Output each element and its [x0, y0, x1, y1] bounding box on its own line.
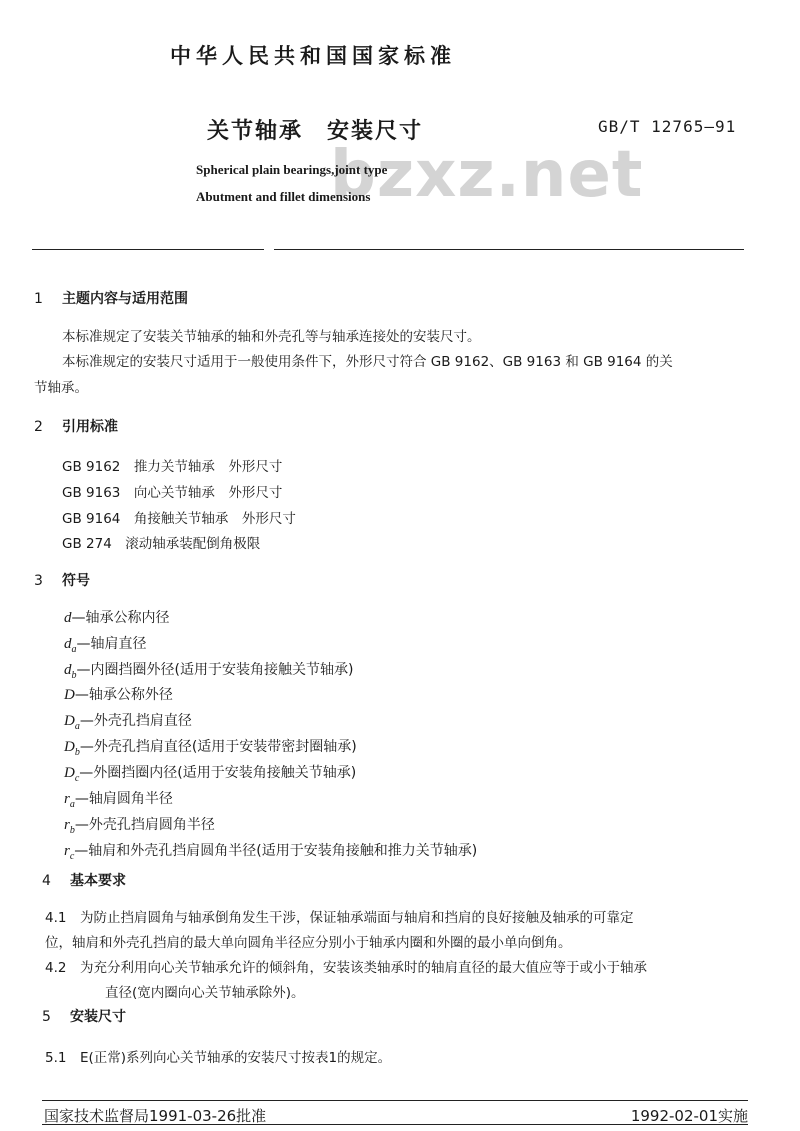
- section-2-heading: [34, 416, 118, 436]
- watermark: bzxz.net: [330, 138, 644, 212]
- symbol-definition: [64, 633, 147, 655]
- symbol-subscript: b: [71, 669, 77, 681]
- symbol-subscript: c: [74, 772, 80, 784]
- english-title-line-1: Spherical plain bearings,joint type: [196, 162, 388, 177]
- standard-number: GB/T 12765—91: [598, 117, 737, 136]
- section-number: 4: [42, 873, 51, 889]
- symbol-description: —轴肩圆角半径: [74, 791, 173, 807]
- symbol-description: —轴肩和外壳孔挡肩圆角半径(适用于安装角接触和推力关节轴承): [74, 843, 478, 859]
- header-rule-left: [32, 249, 264, 250]
- clause-4-2-line-2: 直径(宽内圈向心关节轴承除外)。: [105, 985, 305, 1001]
- section-title: 安装尺寸: [70, 1009, 126, 1025]
- symbol-description: —外壳孔挡肩直径(适用于安装带密封圈轴承): [79, 739, 357, 755]
- section-1-paragraph-2-line-2: 节轴承。: [34, 380, 88, 396]
- section-1-paragraph-1: 本标准规定了安装关节轴承的轴和外壳孔等与轴承连接处的安装尺寸。: [62, 329, 481, 345]
- document-title: 关节轴承 安装尺寸: [207, 119, 424, 144]
- clause-5-1: 5.1 E(正常)系列向心关节轴承的安装尺寸按表1的规定。: [45, 1050, 392, 1066]
- clause-4-1-line-1: 4.1 为防止挡肩圆角与轴承倒角发生干涉，保证轴承端面与轴肩和挡肩的良好接触及轴承的可靠定: [45, 910, 634, 926]
- symbol: D: [64, 687, 75, 703]
- symbol-description: —外壳孔挡肩圆角半径: [74, 817, 215, 833]
- reference-standard-item: GB 9164 角接触关节轴承 外形尺寸: [62, 511, 296, 527]
- symbol-definition: [64, 840, 477, 862]
- clause-4-1-line-2: 位，轴肩和外壳孔挡肩的最大单向圆角半径应分别小于轴承内圈和外圈的最小单向倒角。: [45, 935, 572, 951]
- section-3-heading: [34, 570, 90, 590]
- section-1-paragraph-2-line-1: 本标准规定的安装尺寸适用于一般使用条件下，外形尺寸符合 GB 9162、GB 9163 和 GB 9164 的关: [62, 354, 673, 370]
- symbol-subscript: b: [74, 746, 80, 758]
- symbol: d: [64, 610, 72, 626]
- symbol-definition: [64, 736, 357, 758]
- symbol-definition: [64, 684, 173, 706]
- symbol-definition: [64, 710, 192, 732]
- symbol-description: —轴承公称内径: [71, 610, 170, 626]
- section-title: 基本要求: [70, 873, 126, 889]
- section-title: 主题内容与适用范围: [62, 291, 188, 307]
- reference-standard-item: GB 9163 向心关节轴承 外形尺寸: [62, 485, 283, 501]
- symbol-subscript: a: [74, 720, 80, 732]
- symbol: r: [64, 791, 70, 807]
- section-1-heading: [34, 288, 188, 308]
- symbol-subscript: b: [69, 824, 75, 836]
- symbol: D: [64, 765, 75, 781]
- symbol-definition: [64, 762, 356, 784]
- symbol: r: [64, 843, 70, 859]
- symbol-description: —外壳孔挡肩直径: [79, 713, 192, 729]
- footer-rule: [42, 1100, 748, 1101]
- reference-standard-item: GB 274 滚动轴承装配倒角极限: [62, 536, 261, 552]
- effective-date: 1992-02-01实施: [630, 1107, 748, 1125]
- symbol-description: —内圈挡圈外径(适用于安装角接触关节轴承): [76, 662, 354, 678]
- symbol: r: [64, 817, 70, 833]
- section-number: 3: [34, 573, 43, 589]
- section-title: 符号: [62, 573, 90, 589]
- clause-4-2-line-1: 4.2 为充分利用向心关节轴承允许的倾斜角，安装该类轴承时的轴肩直径的最大值应等于或小于轴承: [45, 960, 647, 976]
- symbol-definition: [64, 814, 215, 836]
- symbol: d: [64, 636, 72, 652]
- section-number: 1: [34, 291, 43, 307]
- symbol: D: [64, 739, 75, 755]
- section-number: 2: [34, 419, 43, 435]
- section-5-heading: [42, 1006, 126, 1026]
- symbol: D: [64, 713, 75, 729]
- footer-underline: [42, 1124, 748, 1125]
- symbol-definition: [64, 659, 353, 681]
- section-4-heading: [42, 870, 126, 890]
- section-number: 5: [42, 1009, 51, 1025]
- header-rule-right: [274, 249, 744, 250]
- symbol-definition: [64, 788, 173, 810]
- symbol: d: [64, 662, 72, 678]
- symbol-description: —轴承公称外径: [74, 687, 173, 703]
- symbol-description: —轴肩直径: [76, 636, 147, 652]
- symbol-subscript: c: [69, 850, 75, 862]
- symbol-description: —外圈挡圈内径(适用于安装角接触关节轴承): [79, 765, 357, 781]
- approval-date: 国家技术监督局1991-03-26批准: [44, 1107, 267, 1125]
- issuing-authority-heading: 中华人民共和国国家标准: [170, 44, 456, 68]
- english-title-line-2: Abutment and fillet dimensions: [196, 189, 371, 204]
- section-title: 引用标准: [62, 419, 118, 435]
- symbol-subscript: a: [69, 798, 75, 810]
- symbol-definition: [64, 607, 170, 629]
- symbol-subscript: a: [71, 643, 77, 655]
- reference-standard-item: GB 9162 推力关节轴承 外形尺寸: [62, 459, 283, 475]
